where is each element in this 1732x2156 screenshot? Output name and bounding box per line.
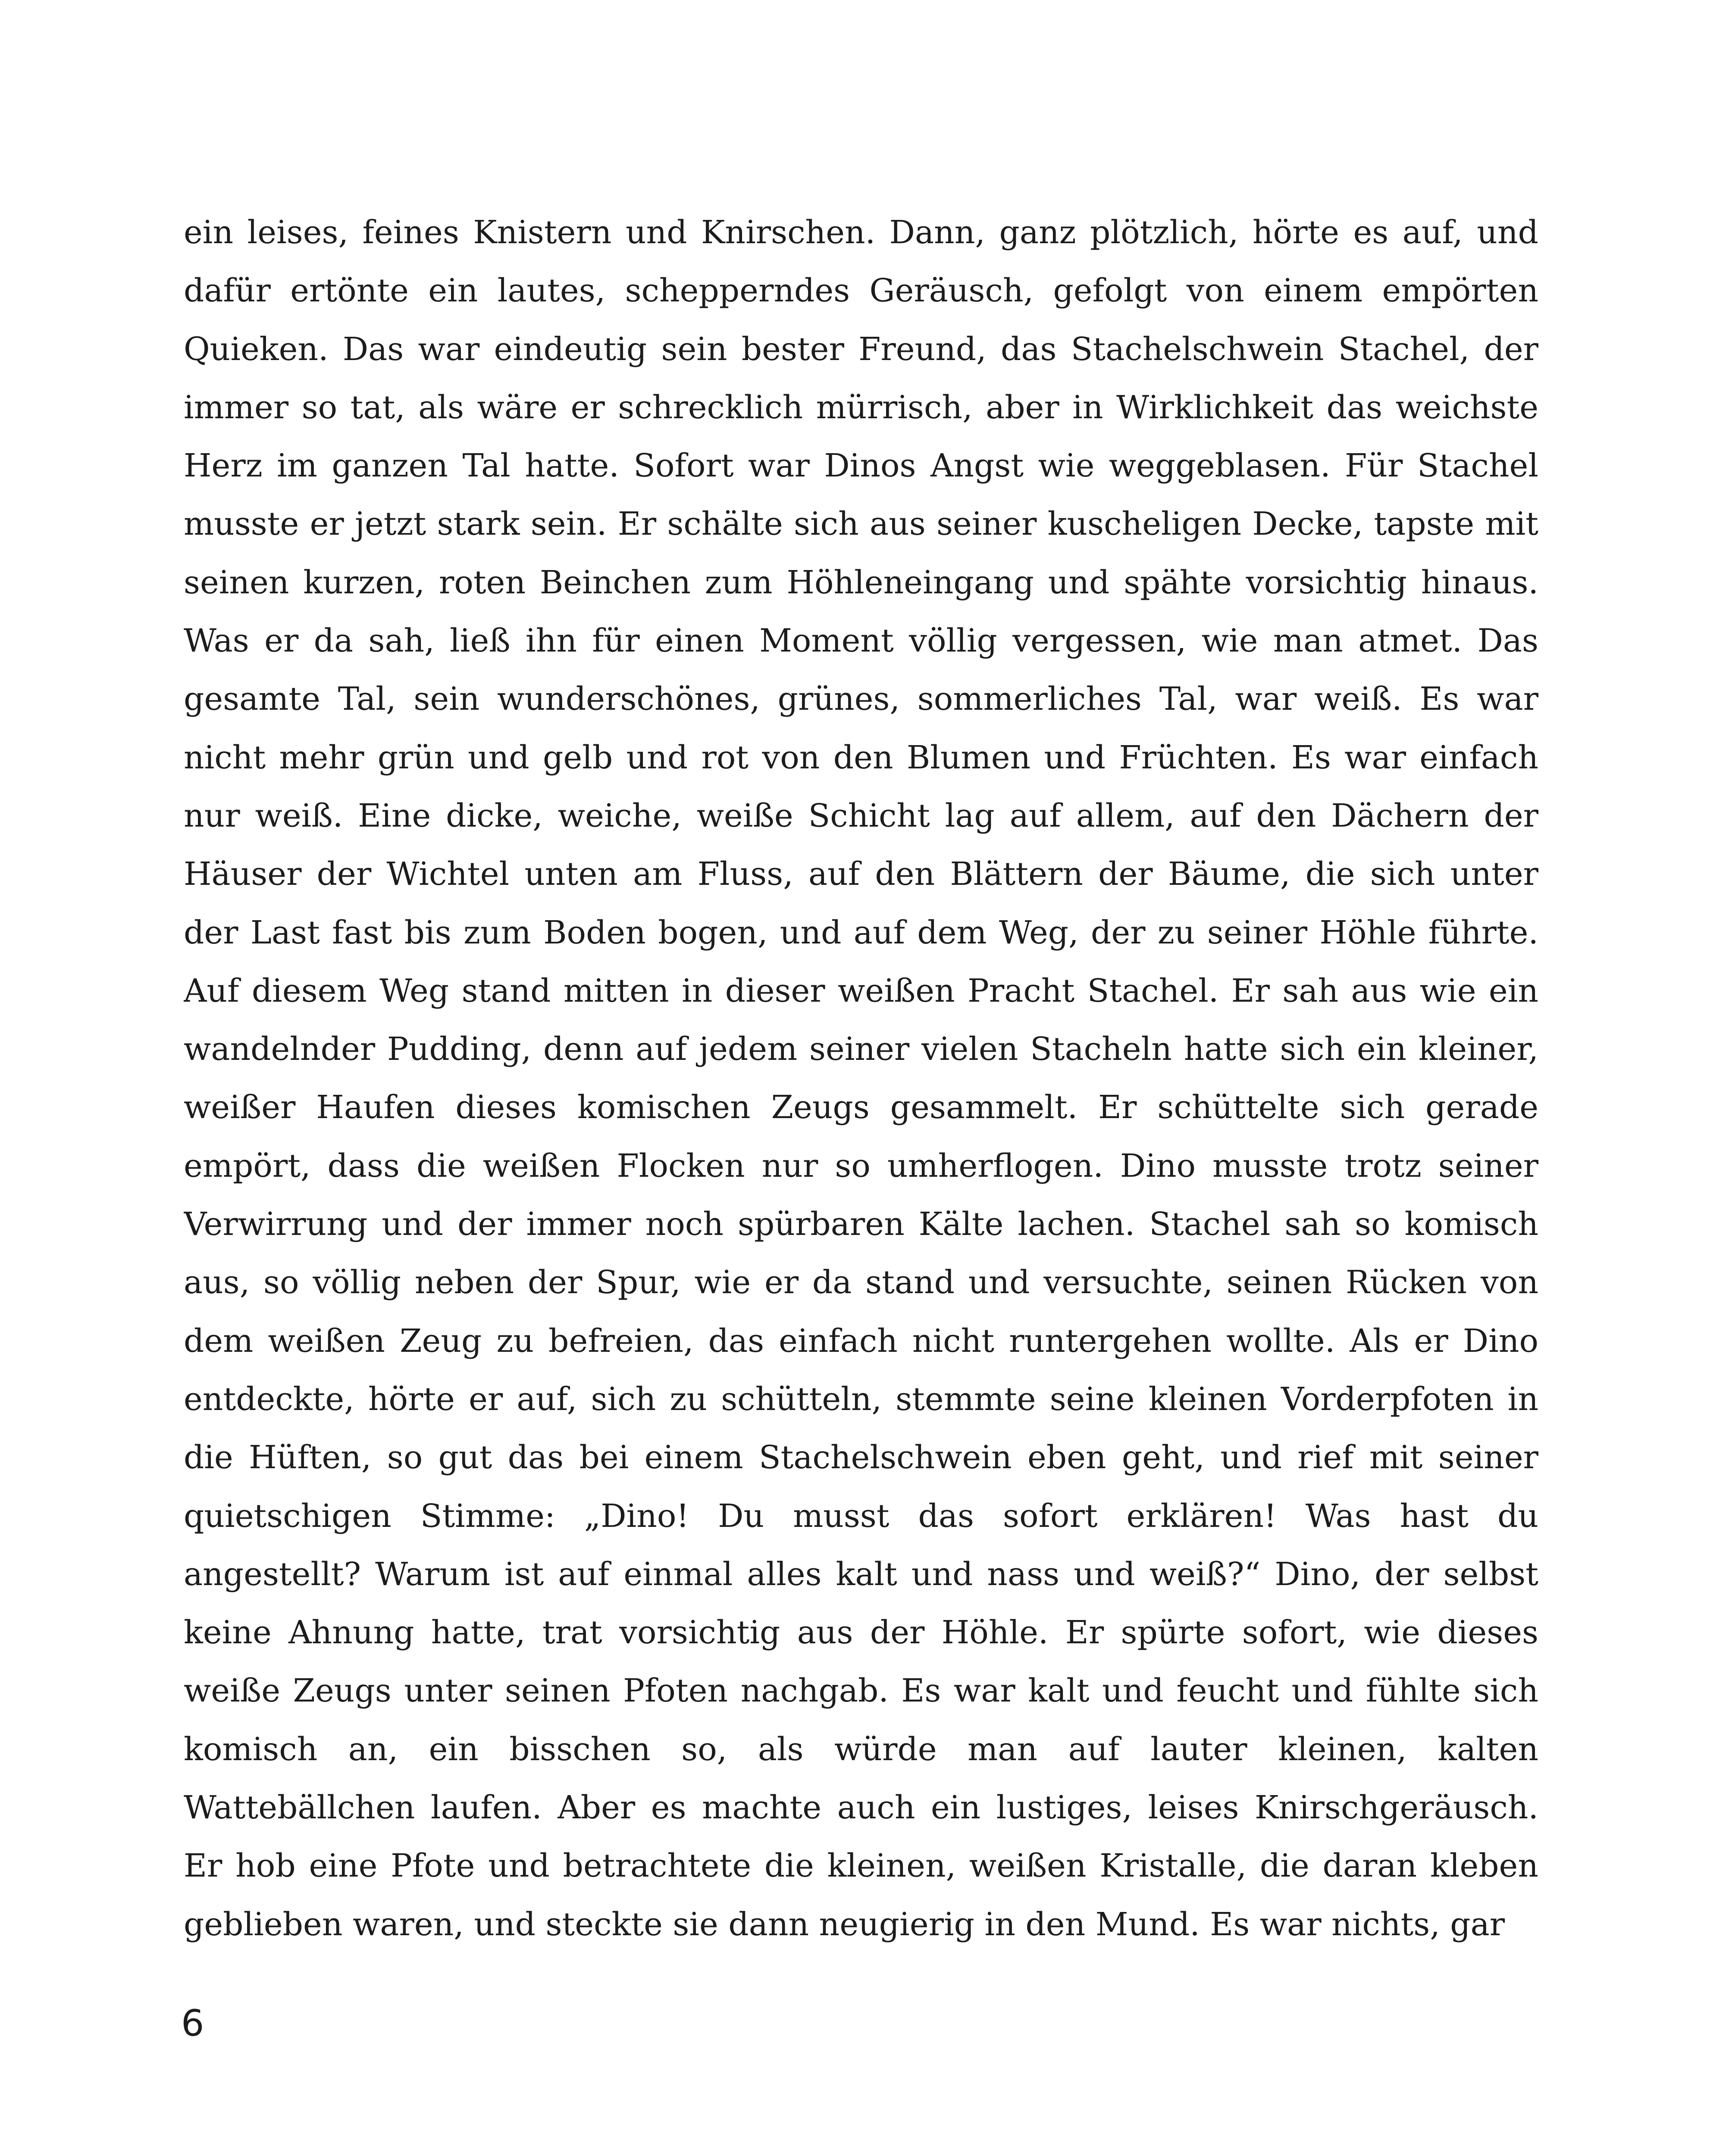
text-line: Wattebällchen laufen. Aber es machte auch ein lustiges, leises Knirschgeräusch.: [184, 1789, 1538, 1827]
text-line: immer so tat, als wäre er schrecklich mürrisch, aber in Wirklichkeit das weichste: [184, 389, 1538, 426]
text-line: Herz im ganzen Tal hatte. Sofort war Dinos Angst wie weggeblasen. Für Stachel: [184, 447, 1538, 485]
text-line: keine Ahnung hatte, trat vorsichtig aus der Höhle. Er spürte sofort, wie dieses: [184, 1614, 1538, 1651]
text-line: wandelnder Pudding, denn auf jedem seiner vielen Stacheln hatte sich ein kleiner,: [184, 1031, 1538, 1068]
text-line: Verwirrung und der immer noch spürbaren Kälte lachen. Stachel sah so komisch: [184, 1206, 1538, 1243]
text-line: aus, so völlig neben der Spur, wie er da stand und versuchte, seinen Rücken von: [184, 1264, 1538, 1301]
text-line: angestellt? Warum ist auf einmal alles kalt und nass und weiß?“ Dino, der selbst: [184, 1555, 1538, 1593]
text-line: entdeckte, hörte er auf, sich zu schütteln, stemmte seine kleinen Vorderpfoten in: [184, 1380, 1538, 1418]
text-line: ein leises, feines Knistern und Knirschen. Dann, ganz plötzlich, hörte es auf, und: [184, 214, 1538, 251]
text-line: weißer Haufen dieses komischen Zeugs gesammelt. Er schüttelte sich gerade: [184, 1089, 1538, 1126]
text-line: Quieken. Das war eindeutig sein bester Freund, das Stachelschwein Stachel, der: [184, 330, 1538, 368]
text-line: nicht mehr grün und gelb und rot von den Blumen und Früchten. Es war einfach: [184, 739, 1538, 776]
text-line: nur weiß. Eine dicke, weiche, weiße Schicht lag auf allem, auf den Dächern der: [184, 797, 1538, 834]
text-line: Häuser der Wichtel unten am Fluss, auf den Blättern der Bäume, die sich unter: [184, 856, 1538, 893]
text-line: komisch an, ein bisschen so, als würde man auf lauter kleinen, kalten: [184, 1730, 1538, 1768]
text-line: weiße Zeugs unter seinen Pfoten nachgab. Es war kalt und feucht und fühlte sich: [184, 1672, 1538, 1710]
text-line: geblieben waren, und steckte sie dann neugierig in den Mund. Es war nichts, gar: [184, 1905, 1505, 1943]
text-line: Er hob eine Pfote und betrachtete die kleinen, weißen Kristalle, die daran kleben: [184, 1847, 1538, 1885]
page-number: 6: [181, 2002, 204, 2044]
text-line: musste er jetzt stark sein. Er schälte sich aus seiner kuscheligen Decke, tapste mit: [184, 505, 1538, 543]
text-line: dafür ertönte ein lautes, schepperndes Geräusch, gefolgt von einem empörten: [184, 272, 1538, 310]
body-text: [184, 204, 1538, 1954]
text-line: gesamte Tal, sein wunderschönes, grünes, sommerliches Tal, war weiß. Es war: [184, 680, 1538, 718]
text-line: quietschigen Stimme: „Dino! Du musst das sofort erklären! Was hast du: [184, 1497, 1538, 1535]
text-line: dem weißen Zeug zu befreien, das einfach nicht runtergehen wollte. Als er Dino: [184, 1322, 1538, 1360]
text-line: empört, dass die weißen Flocken nur so umherflogen. Dino musste trotz seiner: [184, 1147, 1538, 1185]
text-line: Auf diesem Weg stand mitten in dieser weißen Pracht Stachel. Er sah aus wie ein: [184, 972, 1538, 1009]
text-line: der Last fast bis zum Boden bogen, und auf dem Weg, der zu seiner Höhle führte.: [184, 914, 1538, 951]
text-line: die Hüften, so gut das bei einem Stachelschwein eben geht, und rief mit seiner: [184, 1439, 1538, 1476]
text-line: Was er da sah, ließ ihn für einen Moment völlig vergessen, wie man atmet. Das: [184, 622, 1538, 660]
text-line: seinen kurzen, roten Beinchen zum Höhleneingang und spähte vorsichtig hinaus.: [184, 564, 1538, 601]
